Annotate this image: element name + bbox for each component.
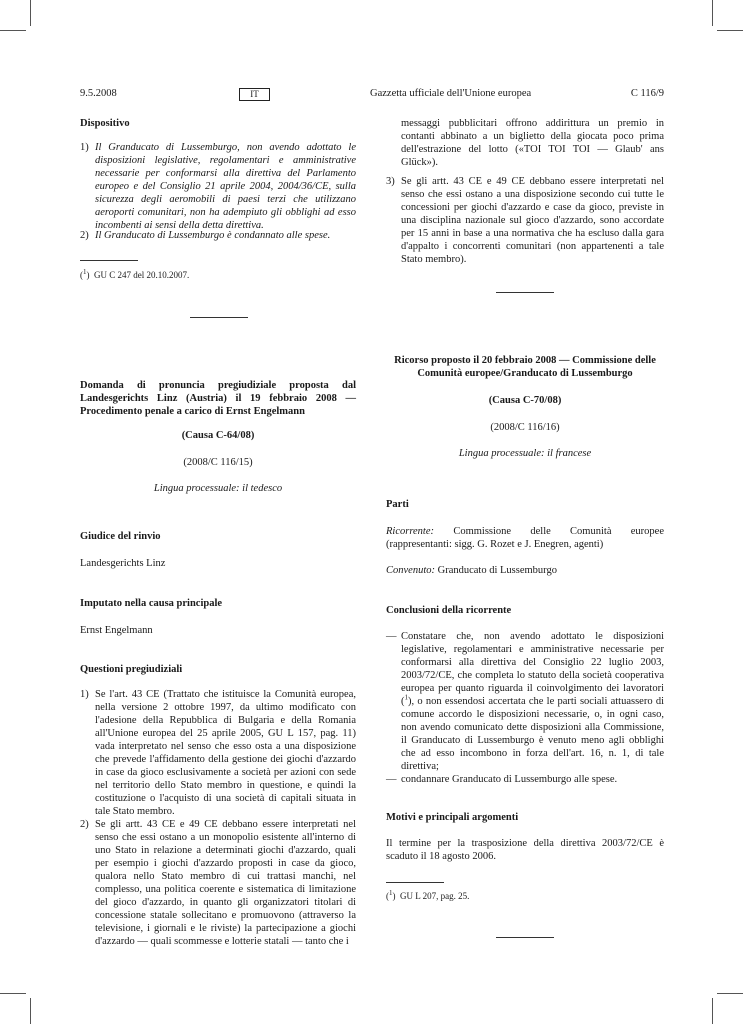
language-box: IT [239, 88, 270, 101]
footnote-rule [80, 260, 138, 261]
crop-mark [0, 30, 26, 31]
crop-mark [717, 30, 743, 31]
item-text: Se gli artt. 43 CE e 49 CE debbano essere interpretati nel senso che essi ostano a un monopolio esistente all'interno di uno Stato in relazione a determinati giochi d'azzardo, quali per esempio i giochi d'azzardo proposti in case da gioco, qualora nello Stato membro di cui trattasi manchi, nel complesso, una politica coerente e sistematica di limitazione del gioco d'azzardo, in quanto gli organizzatori titolari di concessione statale sollecitano e promuovono (attraverso la televisione, i giornali e le riviste) la partecipazione a giochi d'azzardo — quali scommesse e lotterie statali — tanto che i [95, 819, 356, 947]
footnote-rule [386, 882, 444, 883]
continuation-text: messaggi pubblicitari offrono addirittura un premio in contanti abbinato a un biglietto della giocata poco prima dell'estrazione del lotto («TOI TOI TOI — Glaub' ans Glück»). [401, 118, 664, 168]
case-language: Lingua processuale: il tedesco [153, 483, 283, 494]
crop-mark [712, 0, 713, 26]
questioni-item [386, 175, 664, 266]
item-number: 1) [80, 689, 89, 700]
item-text: Il Granducato di Lussemburgo, non avendo adottato le disposizioni legislative, regolamentari e amministrative necessarie per conformarsi alla direttiva del Parlamento europeo e del Consiglio 21 aprile 2004, 2004/36/CE, sulla sicurezza degli aeromobili di paesi terzi che utilizzano aeroporti comunitari, non ha adempiuto gli obblighi ad esso incombenti ai sensi della detta direttiva. [95, 142, 356, 231]
conclusioni-heading: Conclusioni della ricorrente [386, 605, 512, 616]
case-number: (Causa C-70/08) [488, 395, 562, 406]
dash-bullet: — [386, 631, 397, 642]
parti-heading: Parti [386, 499, 409, 510]
case-title: Ricorso proposto il 20 febbraio 2008 — Commissione delle Comunità europee/Granducato di Lussemburgo [394, 355, 656, 379]
case-number: (Causa C-64/08) [181, 430, 255, 441]
crop-mark [0, 993, 26, 994]
questioni-heading: Questioni pregiudiziali [80, 664, 183, 675]
item-text: Constatare che, non avendo adottato le disposizioni legislative, regolamentari e amministrative necessarie per conformarsi alla direttiva del Consiglio 22 luglio 2003, 2003/72/CE, che completa lo statuto della società cooperativa europea per quanto riguarda il coinvolgimento dei lavoratori ($^1$), o non essendosi accertata che le parti sociali attuassero di comune accordo le disposizioni necessarie, o, in ogni caso, non avendo comunicato dette disposizioni alla Commissione, il Granducato di Lussemburgo è venuto meno agli obblighi che ad esso incombono in forza dell'art. 16, n. 1, di tale direttiva; [401, 631, 664, 772]
item-text: Il Granducato di Lussemburgo è condannato alle spese. [95, 230, 331, 241]
item-number: 1) [80, 142, 89, 153]
case-title: Domanda di pronuncia pregiudiziale proposta dal Landesgerichts Linz (Austria) il 19 febbraio 2008 — Procedimento penale a carico di Ernst Engelmann [80, 380, 356, 417]
footnote: ($^1$) GU L 207, pag. 25. [386, 889, 470, 901]
case-reference: (2008/C 116/16) [490, 422, 560, 433]
imputato-text: Ernst Engelmann [80, 625, 153, 636]
motivi-text: Il termine per la trasposizione della direttiva 2003/72/CE è scaduto il 18 agosto 2006. [386, 838, 664, 862]
questioni-item [80, 688, 356, 818]
conclusioni-item [386, 773, 664, 786]
crop-mark [30, 998, 31, 1024]
item-number: 2) [80, 230, 89, 241]
ricorrente-text: Ricorrente: Commissione delle Comunità europee (rappresentanti: sigg. G. Rozet e J. Enegren, agenti) [386, 526, 664, 550]
crop-mark [712, 998, 713, 1024]
dash-bullet: — [386, 774, 397, 785]
giudice-text: Landesgerichts Linz [80, 558, 166, 569]
item-text: condannare Granducato di Lussemburgo alle spese. [401, 774, 618, 785]
item-number: 2) [80, 819, 89, 830]
crop-mark [30, 0, 31, 26]
dispositivo-item [80, 141, 356, 232]
section-separator [496, 292, 554, 293]
item-text: Se l'art. 43 CE (Trattato che istituisce la Comunità europea, nella versione 2 ottobre 1997, da ultimo modificato con l'adesione della Repubblica di Bulgaria e della Romania all'Unione europea del 25 aprile 2005, GU L 157, pag. 11) vada interpretato nel senso che esso osta a una disposizione che prevede l'affidamento della gestione dei giochi d'azzardo in case da gioco esclusivamente a società per azioni con sede nel territorio dello Stato membro in questione, e quindi la costituzione o l'acquisto di una società di capitali situata in tale Stato membro. [95, 689, 356, 817]
section-separator [496, 937, 554, 938]
footnote: ($^1$) GU C 247 del 20.10.2007. [80, 268, 190, 280]
case-language: Lingua processuale: il francese [458, 448, 592, 459]
dispositivo-item [80, 229, 356, 242]
imputato-heading: Imputato nella causa principale [80, 598, 223, 609]
motivi-heading: Motivi e principali argomenti [386, 812, 519, 823]
journal-title: Gazzetta ufficiale dell'Unione europea [370, 88, 532, 99]
giudice-heading: Giudice del rinvio [80, 531, 161, 542]
page-header [80, 88, 664, 104]
convenuto-text: Convenuto: Granducato di Lussemburgo [386, 565, 557, 576]
issue-date: 9.5.2008 [80, 88, 117, 99]
crop-mark [717, 993, 743, 994]
item-number: 3) [386, 176, 395, 187]
questioni-item [80, 818, 356, 948]
section-separator [190, 317, 248, 318]
dispositivo-heading: Dispositivo [80, 118, 130, 129]
conclusioni-item [386, 630, 664, 773]
case-reference: (2008/C 116/15) [183, 457, 253, 468]
page-number: C 116/9 [630, 88, 664, 99]
item-text: Se gli artt. 43 CE e 49 CE debbano essere interpretati nel senso che essi ostano a una disposizione secondo cui tutte le concessioni per giochi d'azzardo e case da gioco, previste in una disciplina nazionale sul gioco d'azzardo, sono accordate per 15 anni in base a una normativa che ha escluso dalla gara d'appalto i concorrenti comunitari (non appartenenti a tale Stato membro). [401, 176, 664, 265]
